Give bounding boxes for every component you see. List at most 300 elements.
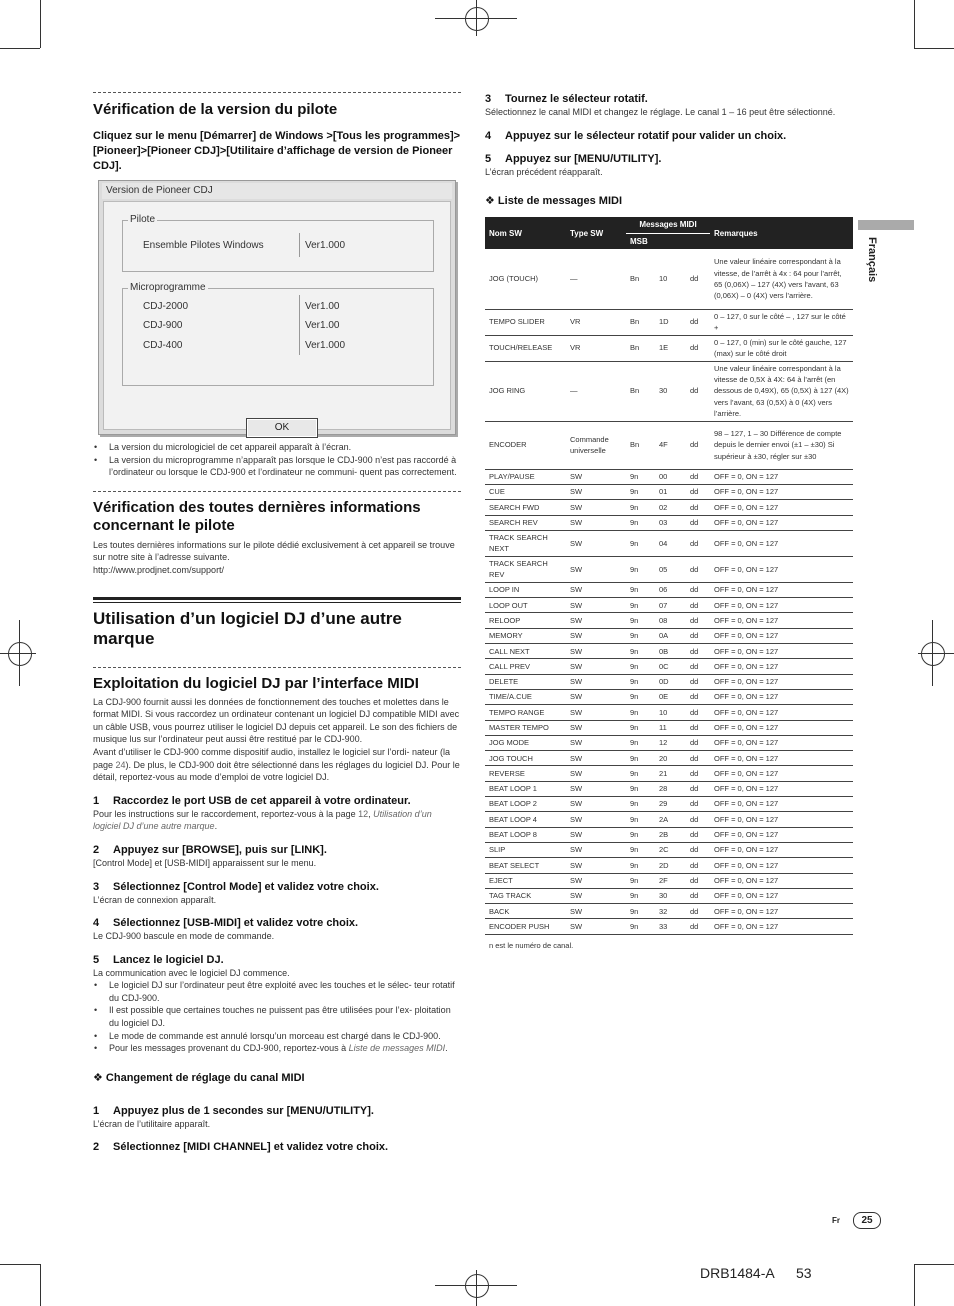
step-desc bbox=[93, 808, 461, 833]
table-cell-c3: dd bbox=[686, 735, 710, 750]
table-cell-c3: dd bbox=[686, 628, 710, 643]
step-number: 5 bbox=[485, 152, 492, 165]
table-cell-name: SLIP bbox=[485, 842, 566, 857]
version-dialog-screenshot bbox=[98, 180, 456, 435]
table-cell-name: MASTER TEMPO bbox=[485, 720, 566, 735]
table-cell-rem: OFF = 0, ON = 127 bbox=[710, 582, 853, 597]
left-column bbox=[93, 92, 461, 174]
table-cell-type: SW bbox=[566, 598, 626, 613]
step-desc: Le CDJ-900 bascule en mode de commande. bbox=[93, 931, 275, 942]
dialog-body bbox=[103, 201, 451, 433]
table-row bbox=[485, 888, 853, 903]
crop-mark bbox=[914, 0, 915, 48]
crop-mark bbox=[914, 48, 954, 49]
section-reference-link[interactable]: Liste de messages MIDI bbox=[348, 1043, 446, 1054]
table-cell-c3: dd bbox=[686, 674, 710, 689]
language-tab-label: Français bbox=[866, 237, 878, 283]
diamond-icon: ❖ bbox=[93, 1071, 106, 1084]
table-cell-rem: OFF = 0, ON = 127 bbox=[710, 500, 853, 515]
text: Pour les messages provenant du CDJ-900, reportez-vous à bbox=[109, 1043, 349, 1054]
table-row bbox=[485, 689, 853, 704]
diamond-icon: ❖ bbox=[485, 195, 498, 208]
firmware-name: CDJ-2000 bbox=[143, 301, 189, 312]
step-title: Appuyez sur [MENU/UTILITY]. bbox=[505, 152, 662, 165]
table-cell-c1: Bn bbox=[626, 421, 655, 469]
table-cell-c1: 9n bbox=[626, 469, 655, 484]
table-cell-name: BEAT SELECT bbox=[485, 858, 566, 873]
section2-text: Les toutes dernières informations sur le pilote dédié exclusivement à cet appareil se trouve sur notre site à l’adresse suivante. bbox=[93, 539, 455, 563]
bullet-list bbox=[93, 979, 461, 1055]
firmware-name: CDJ-400 bbox=[143, 340, 183, 351]
table-cell-rem: OFF = 0, ON = 127 bbox=[710, 598, 853, 613]
table-cell-rem: OFF = 0, ON = 127 bbox=[710, 613, 853, 628]
left-column-continued bbox=[93, 441, 461, 1154]
table-cell-c2: 04 bbox=[655, 530, 686, 556]
table-cell-rem: 0 – 127, 0 (min) sur le côté gauche, 127 (max) sur le côté droit bbox=[710, 335, 853, 361]
table-cell-type: SW bbox=[566, 674, 626, 689]
table-row bbox=[485, 361, 853, 421]
table-row bbox=[485, 751, 853, 766]
step-number: 5 bbox=[93, 953, 100, 966]
table-cell-c3: dd bbox=[686, 469, 710, 484]
table-cell-type: SW bbox=[566, 812, 626, 827]
table-row bbox=[485, 705, 853, 720]
table-cell-c2: 21 bbox=[655, 766, 686, 781]
table-row bbox=[485, 613, 853, 628]
doc-page: 53 bbox=[796, 1265, 812, 1281]
table-cell-c1: 9n bbox=[626, 644, 655, 659]
table-cell-name: TRACK SEARCH NEXT bbox=[485, 530, 566, 556]
section-reference-link[interactable]: Utilisation d’un logiciel DJ d’une autre marque bbox=[93, 808, 432, 832]
right-column bbox=[485, 92, 853, 952]
table-cell-rem: OFF = 0, ON = 127 bbox=[710, 919, 853, 934]
table-cell-c2: 2F bbox=[655, 873, 686, 888]
table-cell-type: SW bbox=[566, 888, 626, 903]
registration-mark bbox=[8, 642, 32, 666]
table-cell-c3: dd bbox=[686, 812, 710, 827]
table-cell-c3: dd bbox=[686, 858, 710, 873]
table-cell-c3: dd bbox=[686, 842, 710, 857]
table-row bbox=[485, 659, 853, 674]
table-cell-c3: dd bbox=[686, 904, 710, 919]
table-cell-type: SW bbox=[566, 628, 626, 643]
table-cell-c3: dd bbox=[686, 515, 710, 530]
table-cell-type: SW bbox=[566, 735, 626, 750]
table-cell-type: SW bbox=[566, 766, 626, 781]
table-cell-c1: 9n bbox=[626, 781, 655, 796]
table-cell-c1: 9n bbox=[626, 873, 655, 888]
table-cell-c1: 9n bbox=[626, 766, 655, 781]
table-cell-rem: OFF = 0, ON = 127 bbox=[710, 674, 853, 689]
table-cell-type: Commande universelle bbox=[566, 421, 626, 469]
table-cell-c3: dd bbox=[686, 598, 710, 613]
table-cell-c2: 02 bbox=[655, 500, 686, 515]
column-separator bbox=[299, 233, 300, 257]
table-cell-c2: 07 bbox=[655, 598, 686, 613]
text: . bbox=[214, 821, 218, 832]
text: . bbox=[445, 1043, 448, 1054]
table-row bbox=[485, 873, 853, 888]
table-cell-c1: 9n bbox=[626, 582, 655, 597]
step-number: 3 bbox=[93, 880, 100, 893]
table-cell-c2: 0A bbox=[655, 628, 686, 643]
table-cell-c1: 9n bbox=[626, 812, 655, 827]
table-cell-c1: 9n bbox=[626, 705, 655, 720]
crop-mark bbox=[0, 48, 40, 49]
dialog-title: Version de Pioneer CDJ bbox=[102, 183, 452, 199]
column-header-msb: MSB bbox=[626, 233, 710, 249]
table-row bbox=[485, 515, 853, 530]
table-cell-c2: 30 bbox=[655, 888, 686, 903]
table-row bbox=[485, 530, 853, 556]
column-header-remarks: Remarques bbox=[710, 217, 853, 249]
table-cell-type: SW bbox=[566, 781, 626, 796]
table-cell-name: BEAT LOOP 1 bbox=[485, 781, 566, 796]
step bbox=[93, 794, 461, 808]
table-cell-rem: OFF = 0, ON = 127 bbox=[710, 484, 853, 499]
table-cell-c2: 32 bbox=[655, 904, 686, 919]
text: Pour les instructions sur le raccordement, reportez-vous à la page bbox=[93, 808, 359, 819]
table-cell-name: TRACK SEARCH REV bbox=[485, 556, 566, 582]
table-row bbox=[485, 421, 853, 469]
table-cell-c1: 9n bbox=[626, 842, 655, 857]
table-cell-c3: dd bbox=[686, 582, 710, 597]
table-cell-name: CUE bbox=[485, 484, 566, 499]
table-cell-rem: OFF = 0, ON = 127 bbox=[710, 797, 853, 812]
firmware-group-label: Microprogramme bbox=[130, 282, 206, 293]
table-cell-rem: OFF = 0, ON = 127 bbox=[710, 720, 853, 735]
table-cell-rem: OFF = 0, ON = 127 bbox=[710, 904, 853, 919]
table-row bbox=[485, 598, 853, 613]
table-row bbox=[485, 644, 853, 659]
table-row bbox=[485, 904, 853, 919]
section-title-other-dj-software: Utilisation d’un logiciel DJ d’une autre marque bbox=[93, 608, 402, 648]
table-cell-c1: 9n bbox=[626, 888, 655, 903]
table-cell-c3: dd bbox=[686, 500, 710, 515]
table-cell-rem: OFF = 0, ON = 127 bbox=[710, 812, 853, 827]
registration-line bbox=[476, 1270, 477, 1306]
divider bbox=[93, 491, 461, 492]
table-cell-c3: dd bbox=[686, 530, 710, 556]
step-number: 1 bbox=[93, 1104, 100, 1117]
table-row bbox=[485, 500, 853, 515]
firmware-version: Ver1.000 bbox=[305, 340, 346, 351]
table-cell-rem: OFF = 0, ON = 127 bbox=[710, 842, 853, 857]
table-cell-c2: 0C bbox=[655, 659, 686, 674]
table-cell-type: SW bbox=[566, 644, 626, 659]
table-cell-c2: 03 bbox=[655, 515, 686, 530]
step-number: 1 bbox=[93, 794, 100, 807]
table-cell-type: SW bbox=[566, 500, 626, 515]
step-desc: Sélectionnez le canal MIDI et changez le réglage. Le canal 1 – 16 peut être sélectionné. bbox=[485, 107, 836, 117]
registration-line bbox=[0, 653, 36, 654]
table-row bbox=[485, 735, 853, 750]
table-cell-c2: 0D bbox=[655, 674, 686, 689]
crop-mark bbox=[40, 1264, 41, 1306]
table-cell-c3: dd bbox=[686, 827, 710, 842]
table-cell-rem: OFF = 0, ON = 127 bbox=[710, 827, 853, 842]
step-title: Sélectionnez [USB-MIDI] et validez votre choix. bbox=[113, 917, 359, 930]
table-cell-name: JOG TOUCH bbox=[485, 751, 566, 766]
page-link[interactable]: 24 bbox=[115, 759, 126, 770]
table-row bbox=[485, 628, 853, 643]
table-cell-c2: 08 bbox=[655, 613, 686, 628]
table-cell-rem: 0 – 127, 0 sur le côté – , 127 sur le côté + bbox=[710, 309, 853, 335]
table-cell-name: BEAT LOOP 2 bbox=[485, 797, 566, 812]
table-cell-rem: OFF = 0, ON = 127 bbox=[710, 873, 853, 888]
table-cell-type: SW bbox=[566, 530, 626, 556]
section-title-latest-info: Vérification des toutes dernières informations concernant le pilote bbox=[93, 498, 421, 534]
step-desc: La communication avec le logiciel DJ commence. bbox=[93, 967, 290, 978]
table-cell-c2: 0E bbox=[655, 689, 686, 704]
table-cell-rem: OFF = 0, ON = 127 bbox=[710, 628, 853, 643]
table-cell-c3: dd bbox=[686, 335, 710, 361]
table-cell-name: JOG MODE bbox=[485, 735, 566, 750]
table-cell-type: SW bbox=[566, 705, 626, 720]
table-cell-rem: Une valeur linéaire correspondant à la vitesse de 0,5X à 4X: 64 à l’arrêt (en dessous de 0,49X), 65 (0,5X) à 127 (4X) vers l’avant, 63 (0,5X) à 0 (4X) vers l’arrière. bbox=[710, 361, 853, 421]
firmware-version: Ver1.00 bbox=[305, 320, 340, 331]
doc-code: DRB1484-A bbox=[700, 1265, 775, 1281]
table-cell-c2: 05 bbox=[655, 556, 686, 582]
table-cell-type: VR bbox=[566, 309, 626, 335]
step-number: 3 bbox=[485, 93, 492, 105]
table-cell-c3: dd bbox=[686, 421, 710, 469]
step bbox=[485, 129, 853, 143]
table-cell-c1: Bn bbox=[626, 249, 655, 309]
table-row bbox=[485, 556, 853, 582]
step-desc: L’écran de l’utilitaire apparaît. bbox=[93, 1118, 211, 1129]
table-cell-c1: Bn bbox=[626, 309, 655, 335]
table-cell-c2: 20 bbox=[655, 751, 686, 766]
table-cell-c2: 11 bbox=[655, 720, 686, 735]
table-cell-c1: Bn bbox=[626, 361, 655, 421]
table-cell-c3: dd bbox=[686, 873, 710, 888]
table-title bbox=[485, 194, 853, 209]
table-cell-c1: 9n bbox=[626, 904, 655, 919]
support-url[interactable]: http://www.prodjnet.com/support/ bbox=[93, 564, 225, 575]
step-number: 2 bbox=[93, 843, 100, 856]
table-cell-c3: dd bbox=[686, 249, 710, 309]
table-cell-c2: 2B bbox=[655, 827, 686, 842]
step-number: 4 bbox=[485, 129, 492, 142]
table-cell-c2: 10 bbox=[655, 249, 686, 309]
page-link[interactable]: 12 bbox=[358, 808, 369, 819]
table-cell-c1: 9n bbox=[626, 500, 655, 515]
table-cell-name: JOG (TOUCH) bbox=[485, 249, 566, 309]
step bbox=[93, 916, 461, 930]
bullet-list bbox=[93, 441, 461, 479]
table-cell-c3: dd bbox=[686, 705, 710, 720]
table-cell-name: CALL PREV bbox=[485, 659, 566, 674]
table-cell-c2: 00 bbox=[655, 469, 686, 484]
table-cell-c1: 9n bbox=[626, 598, 655, 613]
table-cell-type: — bbox=[566, 249, 626, 309]
crop-mark bbox=[40, 0, 41, 48]
table-cell-c1: 9n bbox=[626, 628, 655, 643]
table-cell-type: SW bbox=[566, 582, 626, 597]
table-cell-rem: OFF = 0, ON = 127 bbox=[710, 751, 853, 766]
list-item: • La version du micrologiciel de cet appareil apparaît à l’écran. bbox=[93, 441, 461, 454]
table-cell-type: SW bbox=[566, 842, 626, 857]
table-row bbox=[485, 674, 853, 689]
table-cell-c3: dd bbox=[686, 689, 710, 704]
step-number: 4 bbox=[93, 917, 100, 930]
table-cell-c1: 9n bbox=[626, 720, 655, 735]
firmware-version: Ver1.00 bbox=[305, 301, 340, 312]
table-row bbox=[485, 484, 853, 499]
firmware-group bbox=[122, 282, 434, 386]
table-cell-rem: OFF = 0, ON = 127 bbox=[710, 689, 853, 704]
driver-name: Ensemble Pilotes Windows bbox=[143, 240, 264, 251]
table-cell-c1: 9n bbox=[626, 515, 655, 530]
step bbox=[93, 953, 461, 967]
table-row bbox=[485, 827, 853, 842]
registration-line bbox=[476, 0, 477, 36]
table-cell-type: SW bbox=[566, 797, 626, 812]
table-row bbox=[485, 720, 853, 735]
table-cell-name: ENCODER PUSH bbox=[485, 919, 566, 934]
table-cell-c1: 9n bbox=[626, 484, 655, 499]
table-cell-name: TAG TRACK bbox=[485, 888, 566, 903]
table-cell-c1: 9n bbox=[626, 858, 655, 873]
midi-install-note bbox=[93, 746, 461, 784]
table-cell-c3: dd bbox=[686, 556, 710, 582]
table-cell-c1: 9n bbox=[626, 674, 655, 689]
table-cell-rem: OFF = 0, ON = 127 bbox=[710, 735, 853, 750]
table-cell-type: SW bbox=[566, 827, 626, 842]
table-cell-c3: dd bbox=[686, 781, 710, 796]
table-cell-c2: 29 bbox=[655, 797, 686, 812]
table-cell-c2: 12 bbox=[655, 735, 686, 750]
table-cell-type: SW bbox=[566, 613, 626, 628]
table-cell-c3: dd bbox=[686, 613, 710, 628]
table-cell-name: TOUCH/RELEASE bbox=[485, 335, 566, 361]
table-cell-name: MEMORY bbox=[485, 628, 566, 643]
table-cell-rem: OFF = 0, ON = 127 bbox=[710, 705, 853, 720]
table-cell-rem: OFF = 0, ON = 127 bbox=[710, 888, 853, 903]
table-cell-c3: dd bbox=[686, 361, 710, 421]
table-cell-c2: 06 bbox=[655, 582, 686, 597]
step-desc: L’écran précédent réapparaît. bbox=[485, 166, 603, 177]
midi-message-table bbox=[485, 217, 853, 935]
table-cell-type: SW bbox=[566, 858, 626, 873]
list-item: • Le logiciel DJ sur l’ordinateur peut être exploité avec les touches et le sélec- teur rotatif du CDJ-900. bbox=[93, 979, 461, 1004]
step bbox=[485, 152, 853, 166]
table-cell-name: ENCODER bbox=[485, 421, 566, 469]
crop-mark bbox=[0, 1264, 40, 1265]
table-cell-c1: Bn bbox=[626, 335, 655, 361]
table-cell-rem: OFF = 0, ON = 127 bbox=[710, 644, 853, 659]
step bbox=[93, 880, 461, 894]
registration-mark bbox=[465, 1274, 489, 1298]
step-desc: [Control Mode] et [USB-MIDI] apparaissent sur le menu. bbox=[93, 857, 317, 868]
table-cell-rem: OFF = 0, ON = 127 bbox=[710, 515, 853, 530]
step-desc: L’écran de connexion apparaît. bbox=[93, 894, 217, 905]
table-row bbox=[485, 919, 853, 934]
table-cell-c1: 9n bbox=[626, 659, 655, 674]
step-title: Appuyez plus de 1 secondes sur [MENU/UTILITY]. bbox=[113, 1104, 374, 1117]
table-cell-type: SW bbox=[566, 484, 626, 499]
table-cell-type: — bbox=[566, 361, 626, 421]
table-cell-c1: 9n bbox=[626, 613, 655, 628]
table-cell-rem: OFF = 0, ON = 127 bbox=[710, 659, 853, 674]
step-title: Sélectionnez [MIDI CHANNEL] et validez votre choix. bbox=[113, 1141, 389, 1154]
registration-mark bbox=[921, 642, 945, 666]
table-cell-type: VR bbox=[566, 335, 626, 361]
table-cell-c1: 9n bbox=[626, 689, 655, 704]
table-cell-name: BEAT LOOP 8 bbox=[485, 827, 566, 842]
table-cell-c3: dd bbox=[686, 309, 710, 335]
table-cell-name: SEARCH REV bbox=[485, 515, 566, 530]
table-cell-rem: Une valeur linéaire correspondant à la vitesse, de l’arrêt à 4x : 64 pour l’arrêt, 65 (0,06X) – 127 (4X) vers l’avant, 63 (0,06X) – 0 (4X) vers l’arrière. bbox=[710, 249, 853, 309]
ok-button[interactable]: OK bbox=[246, 418, 318, 438]
step bbox=[93, 843, 461, 857]
step bbox=[93, 1104, 461, 1118]
table-cell-rem: OFF = 0, ON = 127 bbox=[710, 469, 853, 484]
text: ). De plus, le CDJ-900 doit être sélectionné dans les réglages du logiciel DJ. Pour le détail, reportez-vous au mode d’emploi de votre logiciel DJ. bbox=[93, 759, 460, 783]
table-row bbox=[485, 309, 853, 335]
table-cell-c2: 2D bbox=[655, 858, 686, 873]
table-cell-c3: dd bbox=[686, 919, 710, 934]
table-cell-rem: OFF = 0, ON = 127 bbox=[710, 556, 853, 582]
table-cell-name: BEAT LOOP 4 bbox=[485, 812, 566, 827]
driver-group-label: Pilote bbox=[130, 214, 156, 225]
table-cell-type: SW bbox=[566, 469, 626, 484]
table-cell-c1: 9n bbox=[626, 530, 655, 556]
subsection-title-text: Changement de réglage du canal MIDI bbox=[105, 1071, 305, 1084]
table-row bbox=[485, 335, 853, 361]
step-title: Sélectionnez [Control Mode] et validez votre choix. bbox=[113, 880, 379, 893]
driver-version: Ver1.000 bbox=[305, 240, 346, 251]
text: , bbox=[368, 808, 374, 819]
table-cell-type: SW bbox=[566, 659, 626, 674]
crop-mark bbox=[914, 1264, 915, 1306]
table-row bbox=[485, 797, 853, 812]
step-title: Appuyez sur [BROWSE], puis sur [LINK]. bbox=[113, 843, 327, 856]
table-cell-type: SW bbox=[566, 515, 626, 530]
table-cell-c2: 33 bbox=[655, 919, 686, 934]
table-cell-name: DELETE bbox=[485, 674, 566, 689]
list-item: • La version du microprogramme n’apparaît pas lorsque le CDJ-900 n’est pas raccordé à l’ordinateur ou lorsque le CDJ-900 et l’ordinateur ne communi- quent pas correctement. bbox=[93, 454, 461, 479]
table-row bbox=[485, 582, 853, 597]
table-cell-type: SW bbox=[566, 751, 626, 766]
table-cell-c2: 1D bbox=[655, 309, 686, 335]
registration-mark bbox=[465, 7, 489, 31]
text: Avant d’utiliser le CDJ-900 comme dispositif audio, installez le logiciel sur l’ordi- nateur (la page bbox=[93, 746, 450, 770]
table-cell-c2: 1E bbox=[655, 335, 686, 361]
list-item bbox=[93, 1042, 461, 1055]
table-cell-name: TEMPO RANGE bbox=[485, 705, 566, 720]
table-cell-name: BACK bbox=[485, 904, 566, 919]
table-cell-c3: dd bbox=[686, 720, 710, 735]
step-number: 2 bbox=[93, 1141, 100, 1154]
table-cell-c2: 28 bbox=[655, 781, 686, 796]
table-cell-c2: 2C bbox=[655, 842, 686, 857]
table-cell-c2: 2A bbox=[655, 812, 686, 827]
table-row bbox=[485, 766, 853, 781]
table-cell-c2: 10 bbox=[655, 705, 686, 720]
table-cell-c1: 9n bbox=[626, 556, 655, 582]
table-cell-c1: 9n bbox=[626, 919, 655, 934]
crop-mark bbox=[914, 1264, 954, 1265]
section1-instruction: Cliquez sur le menu [Démarrer] de Windows >[Tous les programmes]>[Pioneer]>[Pioneer CDJ]>[Utilitaire d’affichage de version de Pioneer CDJ]. bbox=[93, 130, 461, 172]
table-row bbox=[485, 812, 853, 827]
table-cell-c2: 01 bbox=[655, 484, 686, 499]
table-cell-name: CALL NEXT bbox=[485, 644, 566, 659]
table-body bbox=[485, 249, 853, 934]
language-tab-bar bbox=[858, 220, 914, 230]
table-row bbox=[485, 469, 853, 484]
